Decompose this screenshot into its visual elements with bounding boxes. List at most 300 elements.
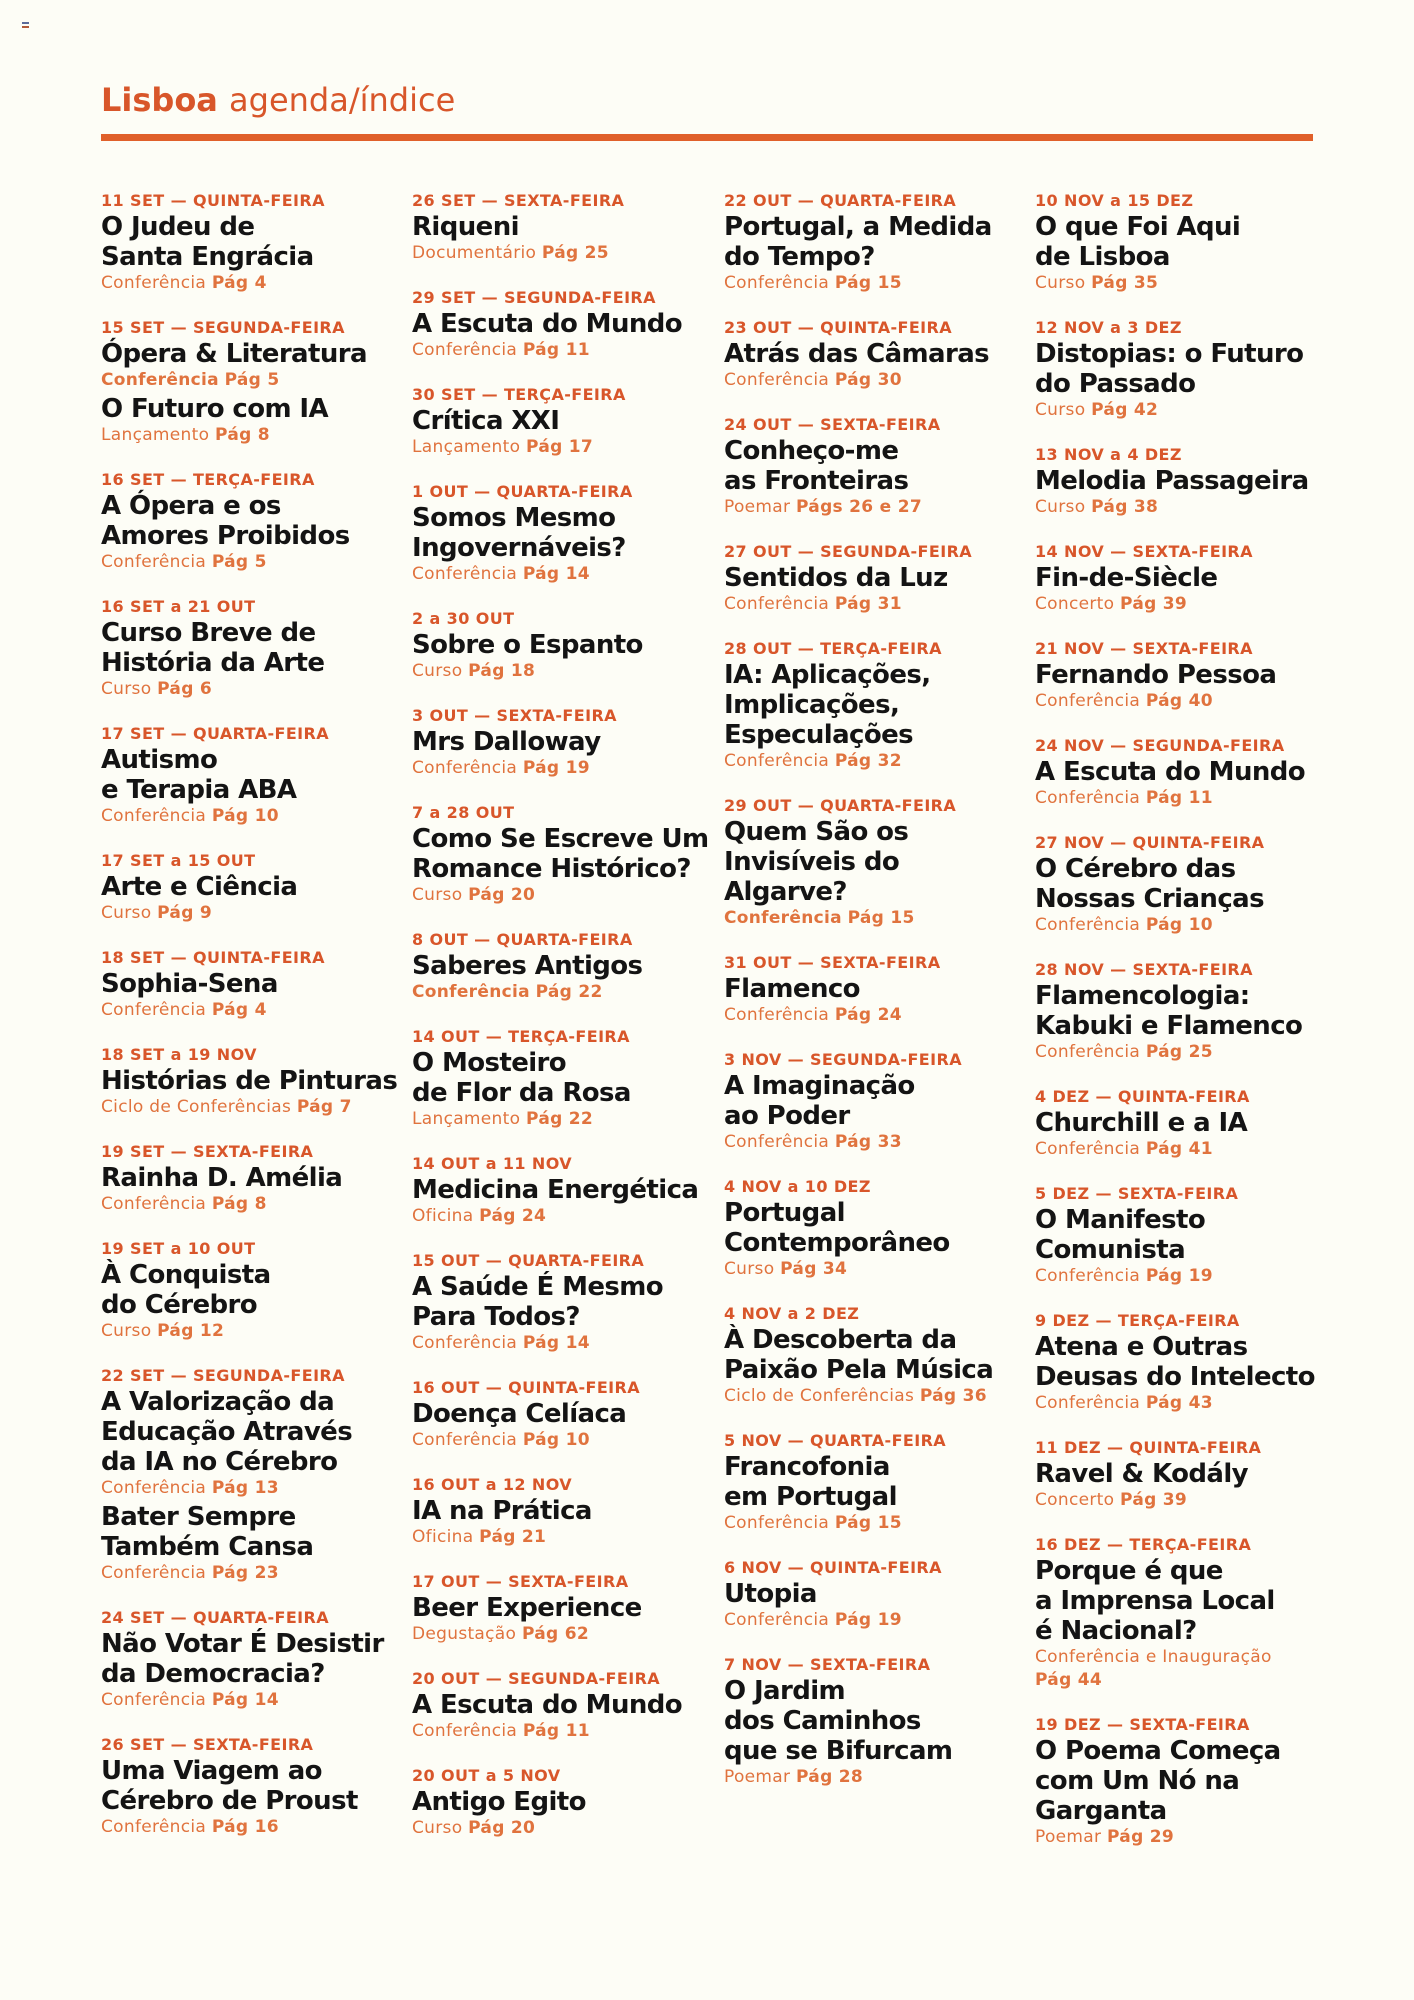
event-type: Conferência — [724, 1132, 830, 1152]
event-page: Pág 38 — [1091, 497, 1159, 517]
event-date: 28 NOV — SEXTA-FEIRA — [1035, 960, 1253, 979]
event-meta — [412, 981, 712, 1004]
event-type: Conferência — [1035, 1393, 1141, 1413]
event-title-line: Distopias: o Futuro — [1035, 339, 1304, 369]
event-title-line: do Passado — [1035, 369, 1196, 399]
agenda-event — [1035, 444, 1335, 519]
event-title-line: Ópera & Literatura — [101, 339, 367, 369]
event-page: Pág 22 — [535, 982, 603, 1002]
event-title-line: História da Arte — [101, 648, 325, 678]
event-page: Pág 8 — [215, 425, 270, 445]
event-type: Conferência — [1035, 1266, 1141, 1286]
event-date: 3 NOV — SEGUNDA-FEIRA — [724, 1050, 962, 1069]
agenda-event — [101, 317, 401, 447]
event-page: Pág 10 — [1145, 915, 1213, 935]
agenda-event — [101, 596, 401, 701]
event-page: Pág 7 — [296, 1097, 352, 1117]
event-title — [412, 309, 712, 339]
agenda-event — [1035, 541, 1335, 616]
event-item — [1035, 660, 1335, 713]
event-item — [1035, 1108, 1335, 1161]
event-title — [101, 1387, 401, 1477]
event-meta — [412, 1429, 712, 1452]
event-page: Pág 14 — [211, 1690, 279, 1710]
event-meta — [1035, 690, 1335, 713]
event-title-line: O Poema Começa — [1035, 1736, 1281, 1766]
event-type: Oficina — [412, 1527, 474, 1547]
event-item — [101, 1260, 401, 1343]
event-item — [1035, 1556, 1335, 1692]
event-type: Oficina — [412, 1206, 474, 1226]
event-title-line: do Tempo? — [724, 242, 875, 272]
event-title-line: da Democracia? — [101, 1659, 325, 1689]
event-page: Pág 23 — [211, 1563, 279, 1583]
event-title — [724, 1452, 1024, 1512]
event-title-line: Flamenco — [724, 974, 860, 1004]
event-title-line: que se Bifurcam — [724, 1736, 953, 1766]
event-date: 16 SET — TERÇA-FEIRA — [101, 470, 315, 489]
event-meta — [412, 1332, 712, 1355]
event-title — [724, 1071, 1024, 1131]
event-meta — [101, 999, 401, 1022]
event-item — [724, 1676, 1024, 1789]
event-title — [412, 1048, 712, 1108]
event-type: Conferência — [412, 982, 530, 1002]
event-type: Conferência — [724, 1610, 830, 1630]
event-type: Conferência — [1035, 1139, 1141, 1159]
event-title — [101, 491, 401, 551]
event-type: Conferência — [724, 1005, 830, 1025]
event-item — [1035, 1459, 1335, 1512]
event-meta — [1035, 496, 1335, 519]
event-meta — [412, 1205, 712, 1228]
event-page: Pág 5 — [224, 370, 280, 390]
event-title-line: a Imprensa Local — [1035, 1586, 1275, 1616]
agenda-event — [101, 1141, 401, 1216]
event-title — [1035, 1108, 1335, 1138]
event-meta — [724, 593, 1024, 616]
event-title-line: Contemporâneo — [724, 1228, 950, 1258]
event-title-line: A Escuta do Mundo — [412, 1690, 683, 1720]
event-page: Pág 40 — [1145, 691, 1213, 711]
agenda-event — [724, 414, 1024, 519]
event-title-line: Sobre o Espanto — [412, 630, 643, 660]
event-type: Curso — [1035, 400, 1086, 420]
event-date: 15 OUT — QUARTA-FEIRA — [412, 1251, 645, 1270]
event-page: Pág 10 — [211, 806, 279, 826]
event-item — [1035, 1205, 1335, 1288]
agenda-event — [724, 1654, 1024, 1789]
event-type: Curso — [1035, 273, 1086, 293]
event-date: 19 SET a 10 OUT — [101, 1239, 256, 1258]
agenda-event — [412, 190, 712, 265]
city-name: Lisboa — [101, 81, 218, 119]
event-title — [724, 1325, 1024, 1385]
event-title-line: Atena e Outras — [1035, 1332, 1248, 1362]
agenda-event — [412, 1668, 712, 1743]
event-page: Pág 42 — [1091, 400, 1159, 420]
agenda-event — [1035, 1714, 1335, 1849]
event-title-line: da IA no Cérebro — [101, 1447, 338, 1477]
event-page: Pág 5 — [211, 552, 267, 572]
agenda-event — [101, 1238, 401, 1343]
page-header — [101, 80, 1313, 120]
event-type: Poemar — [724, 1767, 791, 1787]
event-page: Pág 19 — [1145, 1266, 1213, 1286]
event-title — [101, 1756, 401, 1816]
event-type: Conferência — [412, 340, 518, 360]
event-type: Curso — [101, 903, 152, 923]
event-type: Conferência — [101, 1478, 207, 1498]
event-page: Pág 8 — [211, 1194, 267, 1214]
event-title — [101, 1163, 401, 1193]
event-title-line: de Lisboa — [1035, 242, 1170, 272]
event-title — [412, 503, 712, 563]
event-title-line: Especulações — [724, 720, 914, 750]
event-item — [101, 491, 401, 574]
event-title-line: Deusas do Intelecto — [1035, 1362, 1315, 1392]
event-title — [1035, 757, 1335, 787]
event-title-line: Beer Experience — [412, 1593, 642, 1623]
event-title-line: O Manifesto — [1035, 1205, 1206, 1235]
event-type: Conferência — [101, 806, 207, 826]
event-title — [101, 394, 401, 424]
agenda-event — [101, 469, 401, 574]
event-item — [412, 824, 712, 907]
event-item — [101, 1387, 401, 1500]
event-title-line: A Escuta do Mundo — [412, 309, 683, 339]
event-type: Curso — [412, 1818, 463, 1838]
agenda-column-3 — [724, 190, 1024, 1811]
event-type: Conferência — [101, 552, 207, 572]
event-type: Lançamento — [412, 1109, 521, 1129]
event-title — [1035, 1556, 1335, 1646]
event-meta — [412, 436, 712, 459]
agenda-event — [1035, 1310, 1335, 1415]
event-type: Documentário — [412, 243, 537, 263]
event-item — [412, 727, 712, 780]
event-title — [412, 824, 712, 884]
event-item — [101, 212, 401, 295]
event-meta — [1035, 399, 1335, 422]
event-title-line: O Judeu de — [101, 212, 255, 242]
event-page: Pág 18 — [468, 661, 536, 681]
event-title — [412, 1272, 712, 1332]
event-item — [412, 1496, 712, 1549]
event-title — [412, 212, 712, 242]
event-title-line: A Escuta do Mundo — [1035, 757, 1306, 787]
event-title-line: Garganta — [1035, 1796, 1167, 1826]
event-title-line: O Cérebro das — [1035, 854, 1236, 884]
event-item — [101, 1163, 401, 1216]
event-date: 12 NOV a 3 DEZ — [1035, 318, 1182, 337]
event-meta — [412, 563, 712, 586]
event-date: 20 OUT a 5 NOV — [412, 1766, 561, 1785]
agenda-event — [724, 190, 1024, 295]
event-meta — [1035, 1265, 1335, 1288]
event-meta — [412, 757, 712, 780]
event-page: Pág 34 — [780, 1259, 848, 1279]
event-title-line: Amores Proibidos — [101, 521, 350, 551]
event-date: 26 SET — SEXTA-FEIRA — [412, 191, 625, 210]
event-item — [724, 660, 1024, 773]
event-page: Pág 19 — [522, 758, 590, 778]
event-type: Conferência — [1035, 691, 1141, 711]
event-title — [1035, 339, 1335, 399]
event-title-line: Paixão Pela Música — [724, 1355, 994, 1385]
event-title-line: Quem São os — [724, 817, 909, 847]
event-meta — [101, 1562, 401, 1585]
event-date: 19 SET — SEXTA-FEIRA — [101, 1142, 314, 1161]
agenda-event — [412, 1153, 712, 1228]
event-item — [724, 974, 1024, 1027]
event-type: Degustação — [412, 1624, 517, 1644]
corner-mark — [22, 22, 29, 28]
event-meta — [101, 272, 401, 295]
event-meta — [101, 1816, 401, 1839]
event-date: 14 OUT a 11 NOV — [412, 1154, 573, 1173]
event-date: 14 OUT — TERÇA-FEIRA — [412, 1027, 630, 1046]
event-title-line: A Ópera e os — [101, 491, 281, 521]
event-title — [1035, 212, 1335, 272]
event-title — [724, 1676, 1024, 1766]
event-page: Pág 13 — [211, 1478, 279, 1498]
event-title-line: Medicina Energética — [412, 1175, 699, 1205]
event-title-line: Comunista — [1035, 1235, 1186, 1265]
event-title-line: Não Votar É Desistir — [101, 1629, 384, 1659]
event-title-line: Ravel & Kodály — [1035, 1459, 1249, 1489]
event-title-line: Cérebro de Proust — [101, 1786, 358, 1816]
event-item — [724, 1325, 1024, 1408]
event-date: 20 OUT — SEGUNDA-FEIRA — [412, 1669, 661, 1688]
event-title — [1035, 563, 1335, 593]
event-date: 16 OUT a 12 NOV — [412, 1475, 573, 1494]
agenda-event — [412, 705, 712, 780]
event-date: 21 NOV — SEXTA-FEIRA — [1035, 639, 1253, 658]
event-date: 23 OUT — QUINTA-FEIRA — [724, 318, 953, 337]
event-item — [724, 1198, 1024, 1281]
event-page: Pág 15 — [834, 273, 902, 293]
event-item — [412, 406, 712, 459]
event-page: Pág 41 — [1145, 1139, 1213, 1159]
event-title — [101, 1629, 401, 1689]
event-title — [101, 618, 401, 678]
agenda-event — [1035, 317, 1335, 422]
event-title-line: Crítica XXI — [412, 406, 560, 436]
event-item — [724, 563, 1024, 616]
event-title-line: Autismo — [101, 745, 218, 775]
agenda-event — [724, 1303, 1024, 1408]
event-title-line: Portugal — [724, 1198, 845, 1228]
event-title — [101, 339, 401, 369]
event-date: 15 SET — SEGUNDA-FEIRA — [101, 318, 345, 337]
event-type: Conferência — [412, 758, 518, 778]
event-page: Págs 26 e 27 — [796, 497, 922, 517]
event-date: 8 OUT — QUARTA-FEIRA — [412, 930, 633, 949]
event-item — [412, 1593, 712, 1646]
event-meta — [1035, 1646, 1335, 1692]
event-meta — [1035, 1041, 1335, 1064]
agenda-event — [1035, 190, 1335, 295]
event-type: Curso — [412, 661, 463, 681]
agenda-event — [412, 929, 712, 1004]
event-title-line: Algarve? — [724, 877, 847, 907]
event-date: 17 OUT — SEXTA-FEIRA — [412, 1572, 629, 1591]
event-title-line: Invisíveis do — [724, 847, 900, 877]
agenda-event — [1035, 832, 1335, 937]
event-title — [412, 1787, 712, 1817]
event-title-line: O Jardim — [724, 1676, 846, 1706]
event-type: Conferência — [724, 1513, 830, 1533]
agenda-event — [724, 1176, 1024, 1281]
event-meta — [101, 369, 401, 392]
event-title-line: Saberes Antigos — [412, 951, 643, 981]
event-title-line: Uma Viagem ao — [101, 1756, 322, 1786]
event-date: 26 SET — SEXTA-FEIRA — [101, 1735, 314, 1754]
event-item — [412, 1175, 712, 1228]
event-page: Pág 14 — [522, 1333, 590, 1353]
event-title — [101, 1260, 401, 1320]
event-meta — [101, 1193, 401, 1216]
event-page: Pág 4 — [211, 273, 267, 293]
event-item — [1035, 212, 1335, 295]
event-title — [412, 1593, 712, 1623]
event-item — [412, 1272, 712, 1355]
event-date: 31 OUT — SEXTA-FEIRA — [724, 953, 941, 972]
agenda-event — [1035, 1086, 1335, 1161]
agenda-event — [412, 1026, 712, 1131]
event-title — [1035, 1736, 1335, 1826]
event-title-line: A Valorização da — [101, 1387, 335, 1417]
event-title — [412, 1399, 712, 1429]
event-date: 30 SET — TERÇA-FEIRA — [412, 385, 626, 404]
event-meta — [1035, 787, 1335, 810]
event-date: 27 NOV — QUINTA-FEIRA — [1035, 833, 1265, 852]
event-item — [101, 618, 401, 701]
event-page: Pág 28 — [796, 1767, 864, 1787]
event-meta — [724, 496, 1024, 519]
event-type: Curso — [412, 885, 463, 905]
agenda-event — [412, 287, 712, 362]
event-meta — [724, 369, 1024, 392]
event-item — [724, 212, 1024, 295]
event-date: 10 NOV a 15 DEZ — [1035, 191, 1194, 210]
event-type: Conferência — [412, 1721, 518, 1741]
event-title-line: Nossas Crianças — [1035, 884, 1264, 914]
event-title — [1035, 854, 1335, 914]
event-meta — [724, 1258, 1024, 1281]
event-date: 2 a 30 OUT — [412, 609, 515, 628]
event-type: Conferência — [724, 594, 830, 614]
event-meta — [724, 907, 1024, 930]
event-title-line: é Nacional? — [1035, 1616, 1197, 1646]
event-page: Pág 62 — [521, 1624, 589, 1644]
event-date: 14 NOV — SEXTA-FEIRA — [1035, 542, 1253, 561]
event-type: Conferência — [101, 1690, 207, 1710]
event-date: 11 SET — QUINTA-FEIRA — [101, 191, 325, 210]
event-date: 9 DEZ — TERÇA-FEIRA — [1035, 1311, 1240, 1330]
event-date: 7 NOV — SEXTA-FEIRA — [724, 1655, 931, 1674]
event-item — [412, 951, 712, 1004]
event-page: Pág 22 — [526, 1109, 594, 1129]
event-type: Lançamento — [101, 425, 210, 445]
event-title-line: Melodia Passageira — [1035, 466, 1309, 496]
event-date: 22 SET — SEGUNDA-FEIRA — [101, 1366, 345, 1385]
event-page: Pág 43 — [1145, 1393, 1213, 1413]
event-title — [724, 212, 1024, 272]
event-title-line: Flamencologia: — [1035, 981, 1250, 1011]
agenda-event — [101, 723, 401, 828]
event-type: Conferência — [724, 751, 830, 771]
agenda-event — [412, 1474, 712, 1549]
agenda-event — [101, 1365, 401, 1585]
event-date: 4 NOV a 2 DEZ — [724, 1304, 860, 1323]
event-title-line: em Portugal — [724, 1482, 897, 1512]
event-item — [412, 1399, 712, 1452]
event-meta — [724, 1609, 1024, 1632]
event-date: 4 DEZ — QUINTA-FEIRA — [1035, 1087, 1250, 1106]
event-title-line: Mrs Dalloway — [412, 727, 601, 757]
event-meta — [724, 272, 1024, 295]
event-page: Pág 24 — [834, 1005, 902, 1025]
event-page: Pág 12 — [157, 1321, 225, 1341]
event-title — [101, 872, 401, 902]
event-title-line: dos Caminhos — [724, 1706, 921, 1736]
agenda-column-2 — [412, 190, 712, 1862]
event-page: Pág 44 — [1035, 1670, 1103, 1690]
event-title-line: Doença Celíaca — [412, 1399, 627, 1429]
event-item — [1035, 1736, 1335, 1849]
event-date: 16 DEZ — TERÇA-FEIRA — [1035, 1535, 1252, 1554]
event-date: 16 OUT — QUINTA-FEIRA — [412, 1378, 641, 1397]
event-date: 18 SET a 19 NOV — [101, 1045, 257, 1064]
event-meta — [724, 1131, 1024, 1154]
event-title — [412, 1175, 712, 1205]
event-item — [101, 1066, 401, 1119]
event-title-line: Histórias de Pinturas — [101, 1066, 398, 1096]
event-type: Conferência — [101, 1817, 207, 1837]
event-title — [101, 745, 401, 805]
event-meta — [1035, 1138, 1335, 1161]
event-page: Pág 21 — [479, 1527, 547, 1547]
event-page: Pág 30 — [834, 370, 902, 390]
event-date: 29 SET — SEGUNDA-FEIRA — [412, 288, 656, 307]
event-date: 6 NOV — QUINTA-FEIRA — [724, 1558, 942, 1577]
event-title-line: do Cérebro — [101, 1290, 257, 1320]
event-meta — [101, 1477, 401, 1500]
event-page: Pág 6 — [157, 679, 213, 699]
event-item — [412, 1048, 712, 1131]
event-title-line: Sentidos da Luz — [724, 563, 948, 593]
agenda-event — [724, 638, 1024, 773]
agenda-event — [1035, 1437, 1335, 1512]
event-item — [412, 503, 712, 586]
agenda-event — [412, 608, 712, 683]
event-date: 29 OUT — QUARTA-FEIRA — [724, 796, 957, 815]
event-meta — [1035, 914, 1335, 937]
event-title — [724, 563, 1024, 593]
event-type: Conferência — [101, 1000, 207, 1020]
event-page: Pág 32 — [834, 751, 902, 771]
event-page: Pág 14 — [522, 564, 590, 584]
event-item — [101, 1756, 401, 1839]
event-meta — [724, 1766, 1024, 1789]
event-title-line: Sophia-Sena — [101, 969, 278, 999]
agenda-event — [724, 541, 1024, 616]
event-date: 18 SET — QUINTA-FEIRA — [101, 948, 325, 967]
event-title-line: Como Se Escreve Um — [412, 824, 709, 854]
event-title-line: Churchill e a IA — [1035, 1108, 1248, 1138]
